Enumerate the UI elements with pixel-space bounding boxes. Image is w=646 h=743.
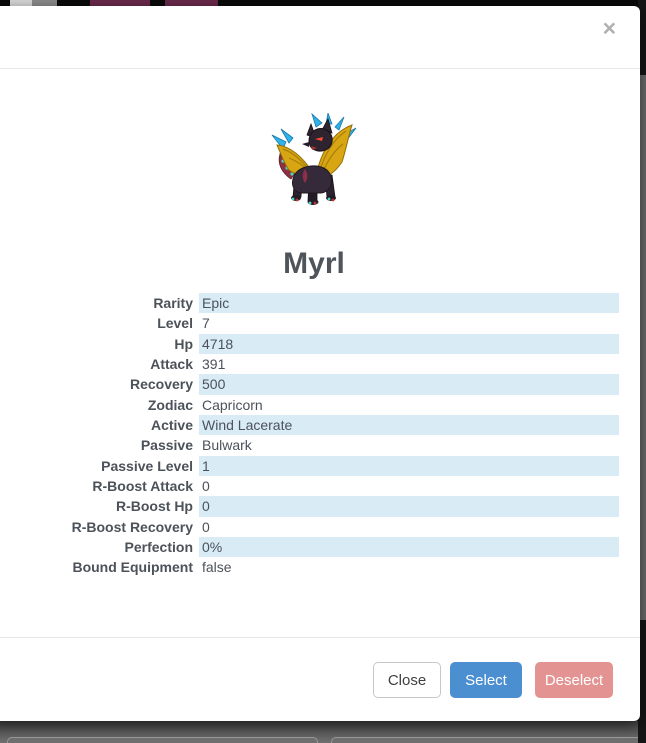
attribute-row bbox=[0, 415, 640, 435]
attribute-value: 4718 bbox=[199, 334, 619, 354]
attribute-row bbox=[0, 496, 640, 516]
attribute-label: Hp bbox=[174, 335, 193, 352]
attribute-label: Bound Equipment bbox=[72, 559, 193, 576]
attribute-label: R-Boost Recovery bbox=[71, 518, 193, 535]
attribute-label: Rarity bbox=[153, 295, 193, 311]
attribute-row bbox=[0, 395, 640, 415]
attribute-label: R-Boost Attack bbox=[92, 478, 193, 495]
attribute-row bbox=[0, 476, 640, 496]
select-button[interactable]: Select bbox=[450, 662, 522, 698]
deselect-button[interactable]: Deselect bbox=[535, 662, 613, 698]
attribute-value: false bbox=[202, 559, 232, 576]
scrollbar-thumb[interactable] bbox=[640, 75, 646, 620]
attribute-label: Level bbox=[157, 315, 193, 332]
attribute-label: Passive Level bbox=[101, 457, 193, 474]
creature-image bbox=[269, 113, 359, 205]
attribute-value: 0 bbox=[199, 496, 619, 516]
attribute-value: 1 bbox=[199, 456, 619, 476]
attribute-label: Active bbox=[150, 417, 193, 434]
close-icon[interactable]: × bbox=[602, 15, 616, 41]
attribute-row bbox=[0, 557, 640, 577]
attribute-label: Perfection bbox=[124, 539, 193, 556]
attribute-value: Wind Lacerate bbox=[199, 415, 619, 435]
attribute-row bbox=[0, 435, 640, 455]
attribute-row bbox=[0, 293, 640, 313]
attribute-row bbox=[0, 517, 640, 537]
modal-footer bbox=[0, 637, 640, 721]
page-title: Myrl bbox=[283, 247, 345, 280]
attributes-table bbox=[0, 293, 640, 578]
creature-detail-modal bbox=[0, 6, 640, 721]
background-panel bbox=[331, 737, 643, 743]
attribute-label: Zodiac bbox=[147, 396, 193, 413]
attribute-value: 0% bbox=[199, 537, 619, 557]
attribute-value: 7 bbox=[202, 315, 210, 332]
close-button[interactable]: Close bbox=[373, 662, 441, 698]
attribute-row bbox=[0, 374, 640, 394]
attribute-label: Recovery bbox=[129, 376, 193, 393]
attribute-value: 0 bbox=[202, 518, 210, 535]
attribute-value: Capricorn bbox=[202, 396, 263, 413]
attribute-label: Passive bbox=[140, 437, 193, 454]
background-panel bbox=[7, 737, 318, 743]
attribute-row bbox=[0, 456, 640, 476]
attribute-row bbox=[0, 334, 640, 354]
attribute-row bbox=[0, 313, 640, 333]
attribute-row bbox=[0, 537, 640, 557]
attribute-value: Bulwark bbox=[202, 437, 252, 454]
attribute-value: Epic bbox=[199, 293, 619, 313]
modal-header bbox=[0, 6, 640, 69]
attribute-label: R-Boost Hp bbox=[116, 498, 193, 515]
attribute-label: Attack bbox=[150, 356, 193, 373]
attribute-value: 391 bbox=[202, 356, 226, 373]
attribute-row bbox=[0, 354, 640, 374]
modal-body bbox=[0, 113, 640, 578]
attribute-value: 500 bbox=[199, 374, 619, 394]
attribute-value: 0 bbox=[202, 478, 210, 495]
